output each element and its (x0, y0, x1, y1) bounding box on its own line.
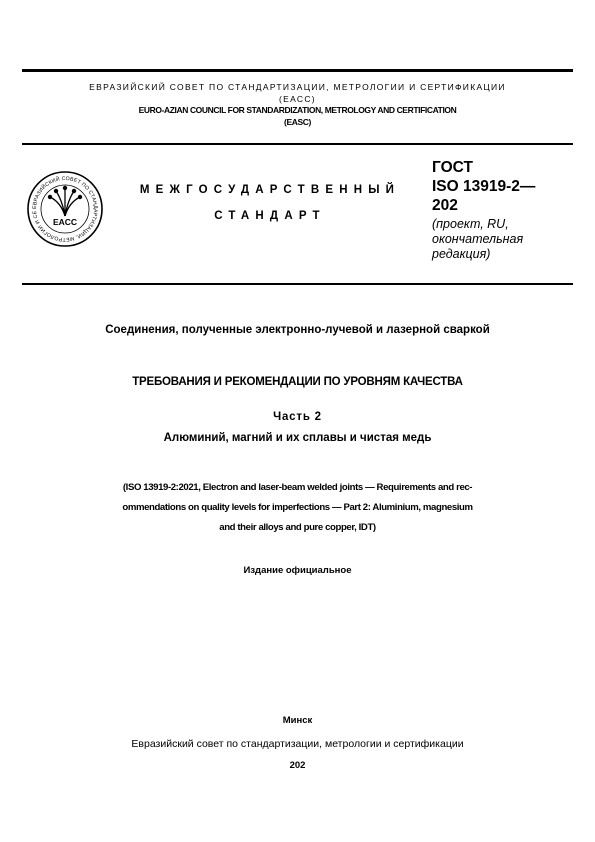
draft-status-line1: (проект, RU, (432, 217, 509, 231)
council-abbr-ru: (ЕАСС) (279, 93, 316, 104)
part-subtitle: Алюминий, магний и их сплавы и чистая медь (163, 432, 432, 444)
official-edition: Издание официальное (243, 565, 352, 576)
standard-type-line2: СТАНДАРТ (214, 210, 326, 222)
eacc-logo (26, 170, 104, 248)
logo-text: EACC (52, 217, 78, 227)
publisher: Евразийский совет по стандартизации, метрологии и сертификации (131, 738, 464, 750)
requirements-heading: ТРЕБОВАНИЯ И РЕКОМЕНДАЦИИ ПО УРОВНЯМ КАЧЕСТВА (132, 376, 463, 388)
header-rule (22, 143, 573, 145)
iso-reference-line2: ommendations on quality levels for imperfections — Part 2: Aluminium, magnesium (122, 502, 473, 513)
part-number: Часть 2 (273, 411, 322, 423)
iso-reference (40, 478, 555, 538)
gost-year: 202 (432, 197, 458, 214)
document-title: Соединения, полученные электронно-лучевой и лазерной сваркой (105, 324, 490, 336)
council-header (22, 82, 573, 128)
standard-designation (432, 158, 572, 262)
iso-reference-line3: and their alloys and pure copper, IDT) (219, 522, 376, 533)
iso-number: ISO 13919-2— (432, 178, 536, 195)
draft-status-line2: окончательная (432, 232, 524, 246)
publication-city: Минск (282, 715, 313, 726)
standard-type-line1: МЕЖГОСУДАРСТВЕННЫЙ (139, 184, 401, 196)
gost-label: ГОСТ (432, 159, 473, 176)
council-name-ru: ЕВРАЗИЙСКИЙ СОВЕТ ПО СТАНДАРТИЗАЦИИ, МЕТРОЛОГИИ И СЕРТИФИКАЦИИ (89, 82, 506, 92)
publication-year: 202 (289, 760, 306, 771)
iso-reference-line1: (ISO 13919-2:2021, Electron and laser-beam welded joints — Requirements and rec- (122, 482, 473, 493)
draft-status-line3: редакция) (432, 247, 491, 261)
top-rule (22, 69, 573, 72)
title-rule (22, 283, 573, 285)
logo-ring-text: ЕВРАЗИЙСКИЙ СОВЕТ ПО СТАНДАРТИЗАЦИИ, МЕТРОЛОГИИ И СЕ (31, 175, 99, 243)
council-abbr-en: (EASC) (284, 116, 311, 127)
eacc-emblem-icon (26, 170, 104, 248)
council-name-en: EURO-AZIAN COUNCIL FOR STANDARDIZATION, METROLOGY AND CERTIFICATION (138, 105, 457, 115)
